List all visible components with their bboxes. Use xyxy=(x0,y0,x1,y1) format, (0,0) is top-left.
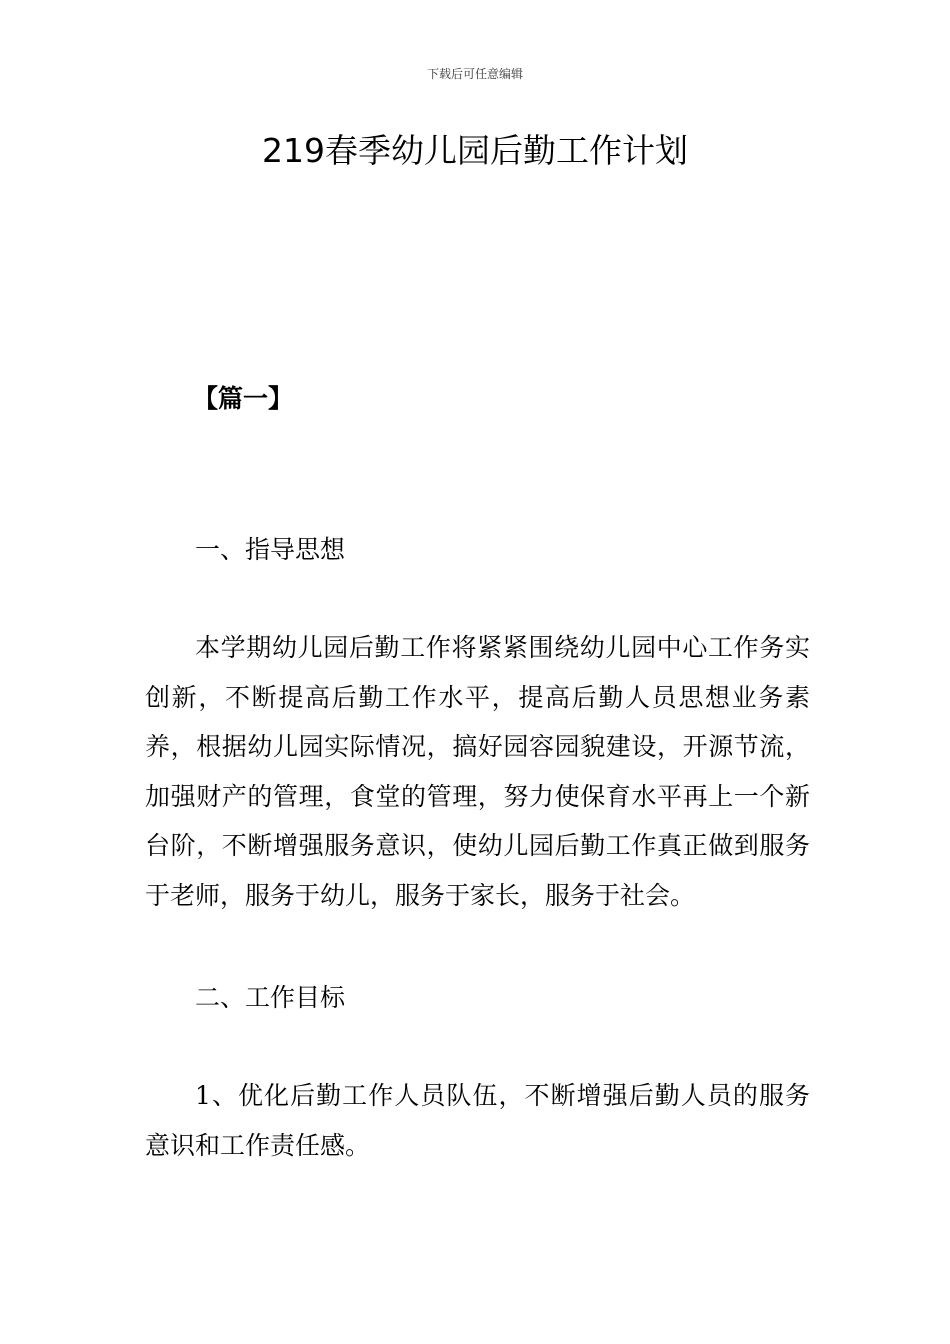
document-title: 219春季幼儿园后勤工作计划 xyxy=(262,131,688,170)
heading-work-goals: 二、工作目标 xyxy=(195,983,346,1012)
paragraph-goal-1: 1、优化后勤工作人员队伍，不断增强后勤人员的服务意识和工作责任感。 xyxy=(145,1081,810,1160)
header-note: 下载后可任意编辑 xyxy=(426,67,523,81)
paragraph-guiding-thought: 本学期幼儿园后勤工作将紧紧围绕幼儿园中心工作务实创新，不断提高后勤工作水平，提高后勤人员思想业务素养，根据幼儿园实际情况，搞好园容园貌建设，开源节流，加强财产的管理，食堂的管理，努力使保育水平再上一个新台阶，不断增强服务意识，使幼儿园后勤工作真正做到服务于老师，服务于幼儿，服务于家长，服务于社会。 xyxy=(145,633,810,910)
heading-guiding-thought: 一、指导思想 xyxy=(195,535,346,564)
section-marker: 【篇一】 xyxy=(193,384,294,413)
